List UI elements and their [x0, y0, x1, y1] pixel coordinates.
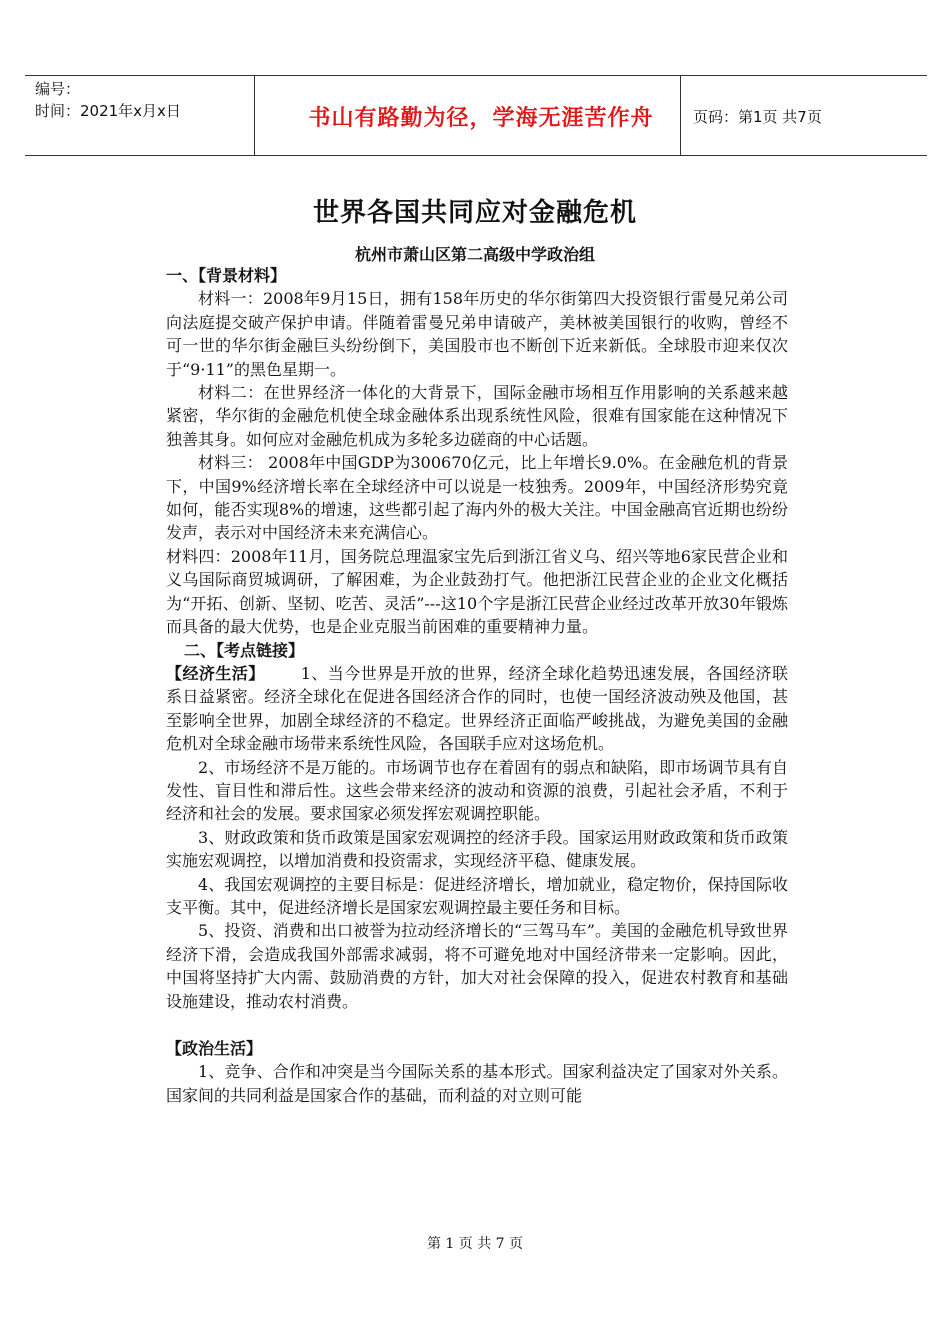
material-paragraph-1: 材料一：2008年9月15日，拥有158年历史的华尔街第四大投资银行雷曼兄弟公司向法庭提交破产保护申请。伴随着雷曼兄弟申请破产，美林被美国银行的收购，曾经不可一世的华尔街金融巨头纷纷倒下，美国股市也不断创下近来新低。全球股市迎来仅次于“9·11”的黑色星期一。 — [166, 289, 788, 379]
document-header — [25, 75, 927, 157]
header-page-label: 页码：第1页 共7页 — [693, 108, 822, 126]
politics-tag: 【政治生活】 — [166, 1039, 263, 1058]
section-heading-background: 一、【背景材料】 — [166, 266, 287, 285]
economics-paragraph-5: 5、投资、消费和出口被誉为拉动经济增长的“三驾马车”。美国的金融危机导致世界经济下滑，会造成我国外部需求减弱，将不可避免地对中国经济带来一定影响。因此，中国将坚持扩大内需、鼓励消费的方针，加大对社会保障的投入，促进农村教育和基础设施建设，推动农村消费。 — [166, 921, 788, 1011]
document-body — [166, 264, 788, 1107]
header-meta — [35, 78, 181, 122]
paragraph-gap — [166, 1013, 788, 1037]
header-slogan: 书山有路勤为径，学海无涯苦作舟 — [308, 106, 654, 131]
material-paragraph-3: 材料三： 2008年中国GDP为300670亿元，比上年增长9.0%。在金融危机的背景下，中国9%经济增长率在全球经济中可以说是一枝独秀。2009年，中国经济形势究竟如何，能否实现8%的增速，这些都引起了海内外的极大关注。中国金融高官近期也纷纷发声，表示对中国经济未来充满信心。 — [166, 453, 788, 543]
header-bottom-rule — [25, 155, 927, 156]
economics-paragraph-3: 3、财政政策和货币政策是国家宏观调控的经济手段。国家运用财政政策和货币政策实施宏观调控，以增加消费和投资需求，实现经济平稳、健康发展。 — [166, 827, 788, 871]
economics-paragraph-4: 4、我国宏观调控的主要目标是：促进经济增长，增加就业，稳定物价，保持国际收支平衡。其中，促进经济增长是国家宏观调控最主要任务和目标。 — [166, 874, 788, 917]
document-time-label: 时间：2021年x月x日 — [35, 102, 181, 120]
document-number-label: 编号： — [35, 80, 81, 98]
page-footer: 第 1 页 共 7 页 — [426, 1236, 524, 1252]
economics-paragraph-1 — [166, 662, 788, 756]
economics-paragraph-2: 2、市场经济不是万能的。市场调节也存在着固有的弱点和缺陷，即市场调节具有自发性、盲目性和滞后性。这些会带来经济的波动和资源的浪费，引起社会矛盾，不利于经济和社会的发展。要求国家必须发挥宏观调控职能。 — [166, 757, 788, 824]
section-heading-key-points: 二、【考点链接】 — [184, 640, 305, 660]
document-title: 世界各国共同应对金融危机 — [312, 198, 637, 228]
politics-paragraph-1: 1、竞争、合作和冲突是当今国际关系的基本形式。国家利益决定了国家对外关系。国家间的共同利益是国家合作的基础，而利益的对立则可能 — [166, 1062, 788, 1105]
economics-tag: 【经济生活】 — [166, 663, 265, 683]
material-paragraph-2: 材料二：在世界经济一体化的大背景下，国际金融市场相互作用影响的关系越来越紧密，华尔街的金融危机使全球金融体系出现系统性风险，很难有国家能在这种情况下独善其身。如何应对金融危机成为多轮多边磋商的中心话题。 — [166, 383, 788, 449]
economics-point-1: 1、当今世界是开放的世界，经济全球化趋势迅速发展，各国经济联系日益紧密。经济全球化在促进各国经济合作的同时，也使一国经济波动殃及他国，甚至影响全世界，加剧全球经济的不稳定。世界经济正面临严峻挑战，为避免美国的金融危机对全球金融市场带来系统性风险，各国联手应对这场危机。 — [166, 663, 788, 754]
header-top-rule — [25, 75, 927, 76]
material-paragraph-4: 材料四：2008年11月，国务院总理温家宝先后到浙江省义乌、绍兴等地6家民营企业和义乌国际商贸城调研，了解困难，为企业鼓劲打气。他把浙江民营企业的企业文化概括为“开拓、创新、坚韧、吃苦、灵活”---这10个字是浙江民营企业经过改革开放30年锻炼而具备的最大优势，也是企业克服当前困难的重要精神力量。 — [166, 546, 788, 637]
document-author: 杭州市萧山区第二高级中学政治组 — [354, 245, 595, 264]
